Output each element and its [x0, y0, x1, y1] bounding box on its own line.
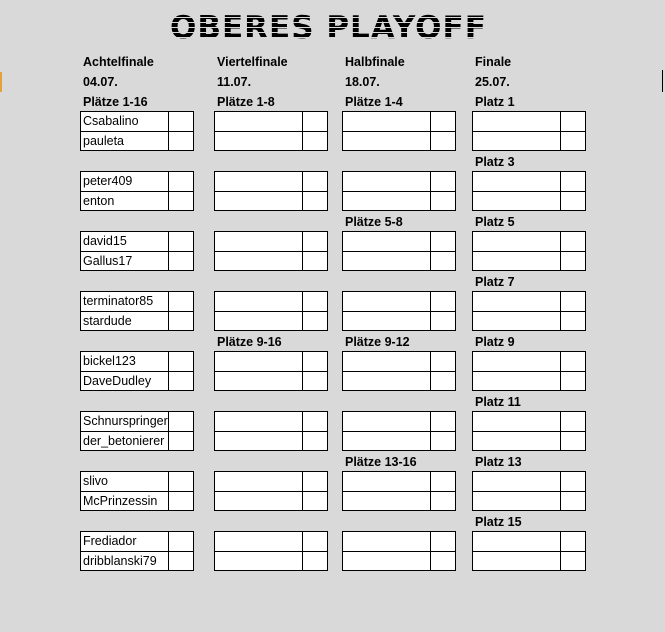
score-cell[interactable] [302, 112, 327, 132]
label-plaetze-5-8: Plätze 5-8 [345, 215, 403, 229]
label-platz-1: Platz 1 [475, 95, 515, 109]
score-cell[interactable] [302, 312, 327, 331]
score-cell[interactable] [168, 312, 193, 331]
round-name-viertelfinale: Viertelfinale [217, 55, 288, 69]
score-cell[interactable] [168, 532, 193, 552]
player-cell[interactable] [215, 132, 302, 151]
player-cell[interactable]: McPrinzessin [83, 494, 158, 508]
player-cell[interactable] [473, 532, 560, 552]
match-viertelfinale-7 [214, 471, 328, 511]
score-cell[interactable] [168, 112, 193, 132]
match-finale-platz-3 [472, 171, 586, 211]
score-cell[interactable] [302, 532, 327, 552]
score-cell[interactable] [430, 552, 455, 571]
match-halbfinale-8 [342, 531, 456, 571]
score-cell[interactable] [560, 112, 585, 132]
label-plaetze-9-12: Plätze 9-12 [345, 335, 410, 349]
label-plaetze-13-16: Plätze 13-16 [345, 455, 417, 469]
player-cell[interactable]: der_betonierer [83, 434, 165, 448]
score-cell[interactable] [430, 412, 455, 432]
match-halbfinale-4 [342, 291, 456, 331]
label-platz-13: Platz 13 [475, 455, 522, 469]
round-date-finale: 25.07. [475, 75, 510, 89]
round-name-halbfinale: Halbfinale [345, 55, 405, 69]
round-name-achtelfinale: Achtelfinale [83, 55, 154, 69]
player-cell[interactable] [473, 312, 560, 331]
score-cell[interactable] [430, 172, 455, 192]
score-cell[interactable] [168, 252, 193, 271]
column-edge [662, 70, 663, 92]
score-cell[interactable] [430, 472, 455, 492]
player-cell[interactable] [473, 252, 560, 271]
score-cell[interactable] [302, 412, 327, 432]
player-cell[interactable] [473, 352, 560, 372]
score-cell[interactable] [168, 472, 193, 492]
match-finale-platz-13 [472, 471, 586, 511]
player-cell[interactable]: stardude [83, 314, 132, 328]
score-cell[interactable] [560, 352, 585, 372]
player-cell[interactable]: slivo [81, 472, 168, 492]
match-halbfinale-2 [342, 171, 456, 211]
match-viertelfinale-3 [214, 231, 328, 271]
player-cell[interactable] [473, 112, 560, 132]
player-cell[interactable] [343, 312, 430, 331]
player-cell[interactable] [473, 412, 560, 432]
score-cell[interactable] [430, 252, 455, 271]
player-cell[interactable] [473, 192, 560, 211]
match-achtelfinale-4 [80, 291, 194, 331]
player-cell[interactable]: david15 [81, 232, 168, 252]
score-cell[interactable] [560, 492, 585, 511]
score-cell[interactable] [560, 552, 585, 571]
player-cell[interactable]: dribblanski79 [83, 554, 157, 568]
player-cell[interactable] [215, 472, 302, 492]
score-cell[interactable] [560, 432, 585, 451]
label-platz-5: Platz 5 [475, 215, 515, 229]
score-cell[interactable] [430, 432, 455, 451]
score-cell[interactable] [302, 132, 327, 151]
match-finale-platz-5 [472, 231, 586, 271]
match-achtelfinale-6 [80, 411, 194, 451]
player-cell[interactable] [215, 372, 302, 391]
score-cell[interactable] [560, 472, 585, 492]
label-plaetze-1-16: Plätze 1-16 [83, 95, 148, 109]
match-halbfinale-1 [342, 111, 456, 151]
player-cell[interactable] [215, 172, 302, 192]
score-cell[interactable] [430, 372, 455, 391]
player-cell[interactable] [215, 532, 302, 552]
score-cell[interactable] [168, 492, 193, 511]
score-cell[interactable] [302, 252, 327, 271]
score-cell[interactable] [168, 172, 193, 192]
score-cell[interactable] [302, 472, 327, 492]
player-cell[interactable] [343, 192, 430, 211]
score-cell[interactable] [168, 232, 193, 252]
player-cell[interactable]: enton [83, 194, 115, 208]
score-cell[interactable] [430, 492, 455, 511]
round-date-halbfinale: 18.07. [345, 75, 380, 89]
player-cell[interactable] [473, 372, 560, 391]
score-cell[interactable] [560, 172, 585, 192]
score-cell[interactable] [430, 192, 455, 211]
label-platz-7: Platz 7 [475, 275, 515, 289]
player-cell[interactable] [473, 552, 560, 571]
player-cell[interactable] [343, 232, 430, 252]
player-cell[interactable] [343, 112, 430, 132]
score-cell[interactable] [560, 232, 585, 252]
score-cell[interactable] [430, 352, 455, 372]
player-cell[interactable] [215, 352, 302, 372]
player-cell[interactable] [215, 192, 302, 211]
player-cell[interactable]: Gallus17 [83, 254, 133, 268]
match-achtelfinale-1 [80, 111, 194, 151]
score-cell[interactable] [430, 312, 455, 331]
score-cell[interactable] [302, 232, 327, 252]
player-cell[interactable] [215, 552, 302, 571]
player-cell[interactable] [215, 312, 302, 331]
match-achtelfinale-5 [80, 351, 194, 391]
player-cell[interactable] [343, 432, 430, 451]
score-cell[interactable] [168, 192, 193, 211]
score-cell[interactable] [302, 352, 327, 372]
score-cell[interactable] [430, 112, 455, 132]
player-cell[interactable]: terminator85 [81, 292, 168, 312]
match-viertelfinale-2 [214, 171, 328, 211]
player-cell[interactable] [215, 412, 302, 432]
player-cell[interactable] [215, 292, 302, 312]
match-viertelfinale-4 [214, 291, 328, 331]
label-plaetze-1-4: Plätze 1-4 [345, 95, 403, 109]
player-cell[interactable] [215, 432, 302, 451]
score-cell[interactable] [168, 412, 193, 432]
score-cell[interactable] [560, 192, 585, 211]
player-cell[interactable]: peter409 [81, 172, 168, 192]
score-cell[interactable] [430, 532, 455, 552]
match-viertelfinale-6 [214, 411, 328, 451]
score-cell[interactable] [302, 172, 327, 192]
match-finale-platz-11 [472, 411, 586, 451]
score-cell[interactable] [560, 252, 585, 271]
score-cell[interactable] [302, 552, 327, 571]
player-cell[interactable] [473, 232, 560, 252]
match-viertelfinale-8 [214, 531, 328, 571]
match-finale-platz-1 [472, 111, 586, 151]
player-cell[interactable] [343, 132, 430, 151]
player-cell[interactable] [215, 492, 302, 511]
score-cell[interactable] [168, 372, 193, 391]
cell-cursor-marker [0, 72, 2, 92]
score-cell[interactable] [168, 132, 193, 151]
score-cell[interactable] [430, 132, 455, 151]
round-date-viertelfinale: 11.07. [217, 75, 252, 89]
label-plaetze-9-16: Plätze 9-16 [217, 335, 282, 349]
player-cell[interactable] [343, 172, 430, 192]
player-cell[interactable] [215, 232, 302, 252]
player-cell[interactable]: DaveDudley [83, 374, 152, 388]
score-cell[interactable] [302, 432, 327, 451]
match-halbfinale-7 [342, 471, 456, 511]
score-cell[interactable] [302, 492, 327, 511]
score-cell[interactable] [560, 532, 585, 552]
match-achtelfinale-2 [80, 171, 194, 211]
score-cell[interactable] [302, 192, 327, 211]
player-cell[interactable] [343, 372, 430, 391]
score-cell[interactable] [430, 232, 455, 252]
score-cell[interactable] [168, 552, 193, 571]
score-cell[interactable] [168, 352, 193, 372]
match-halbfinale-6 [342, 411, 456, 451]
player-cell[interactable]: Schnurspringer [81, 412, 168, 432]
match-halbfinale-5 [342, 351, 456, 391]
player-cell[interactable]: bickel123 [81, 352, 168, 372]
player-cell[interactable] [343, 532, 430, 552]
player-cell[interactable] [343, 252, 430, 271]
score-cell[interactable] [430, 292, 455, 312]
label-plaetze-1-8: Plätze 1-8 [217, 95, 275, 109]
player-cell[interactable] [473, 132, 560, 151]
player-cell[interactable] [473, 492, 560, 511]
label-platz-15: Platz 15 [475, 515, 522, 529]
player-cell[interactable]: Csabalino [81, 112, 168, 132]
match-viertelfinale-5 [214, 351, 328, 391]
player-cell[interactable] [473, 432, 560, 451]
score-cell[interactable] [168, 292, 193, 312]
score-cell[interactable] [560, 412, 585, 432]
match-viertelfinale-1 [214, 111, 328, 151]
player-cell[interactable]: pauleta [83, 134, 125, 148]
round-name-finale: Finale [475, 55, 512, 69]
player-cell[interactable] [473, 172, 560, 192]
player-cell[interactable] [343, 472, 430, 492]
page-title: OBERES PLAYOFF [170, 8, 500, 48]
round-date-achtelfinale: 04.07. [83, 75, 118, 89]
player-cell[interactable] [215, 252, 302, 271]
match-finale-platz-7 [472, 291, 586, 331]
score-cell[interactable] [168, 432, 193, 451]
player-cell[interactable] [473, 292, 560, 312]
match-finale-platz-15 [472, 531, 586, 571]
score-cell[interactable] [302, 292, 327, 312]
match-finale-platz-9 [472, 351, 586, 391]
score-cell[interactable] [560, 372, 585, 391]
match-achtelfinale-8 [80, 531, 194, 571]
player-cell[interactable] [473, 472, 560, 492]
player-cell[interactable] [215, 112, 302, 132]
player-cell[interactable] [343, 492, 430, 511]
score-cell[interactable] [560, 292, 585, 312]
match-achtelfinale-3 [80, 231, 194, 271]
player-cell[interactable] [343, 292, 430, 312]
player-cell[interactable] [343, 412, 430, 432]
score-cell[interactable] [560, 312, 585, 331]
match-halbfinale-3 [342, 231, 456, 271]
match-achtelfinale-7 [80, 471, 194, 511]
player-cell[interactable]: Frediador [81, 532, 168, 552]
score-cell[interactable] [302, 372, 327, 391]
label-platz-3: Platz 3 [475, 155, 515, 169]
score-cell[interactable] [560, 132, 585, 151]
player-cell[interactable] [343, 552, 430, 571]
label-platz-11: Platz 11 [475, 395, 521, 409]
player-cell[interactable] [343, 352, 430, 372]
label-platz-9: Platz 9 [475, 335, 515, 349]
